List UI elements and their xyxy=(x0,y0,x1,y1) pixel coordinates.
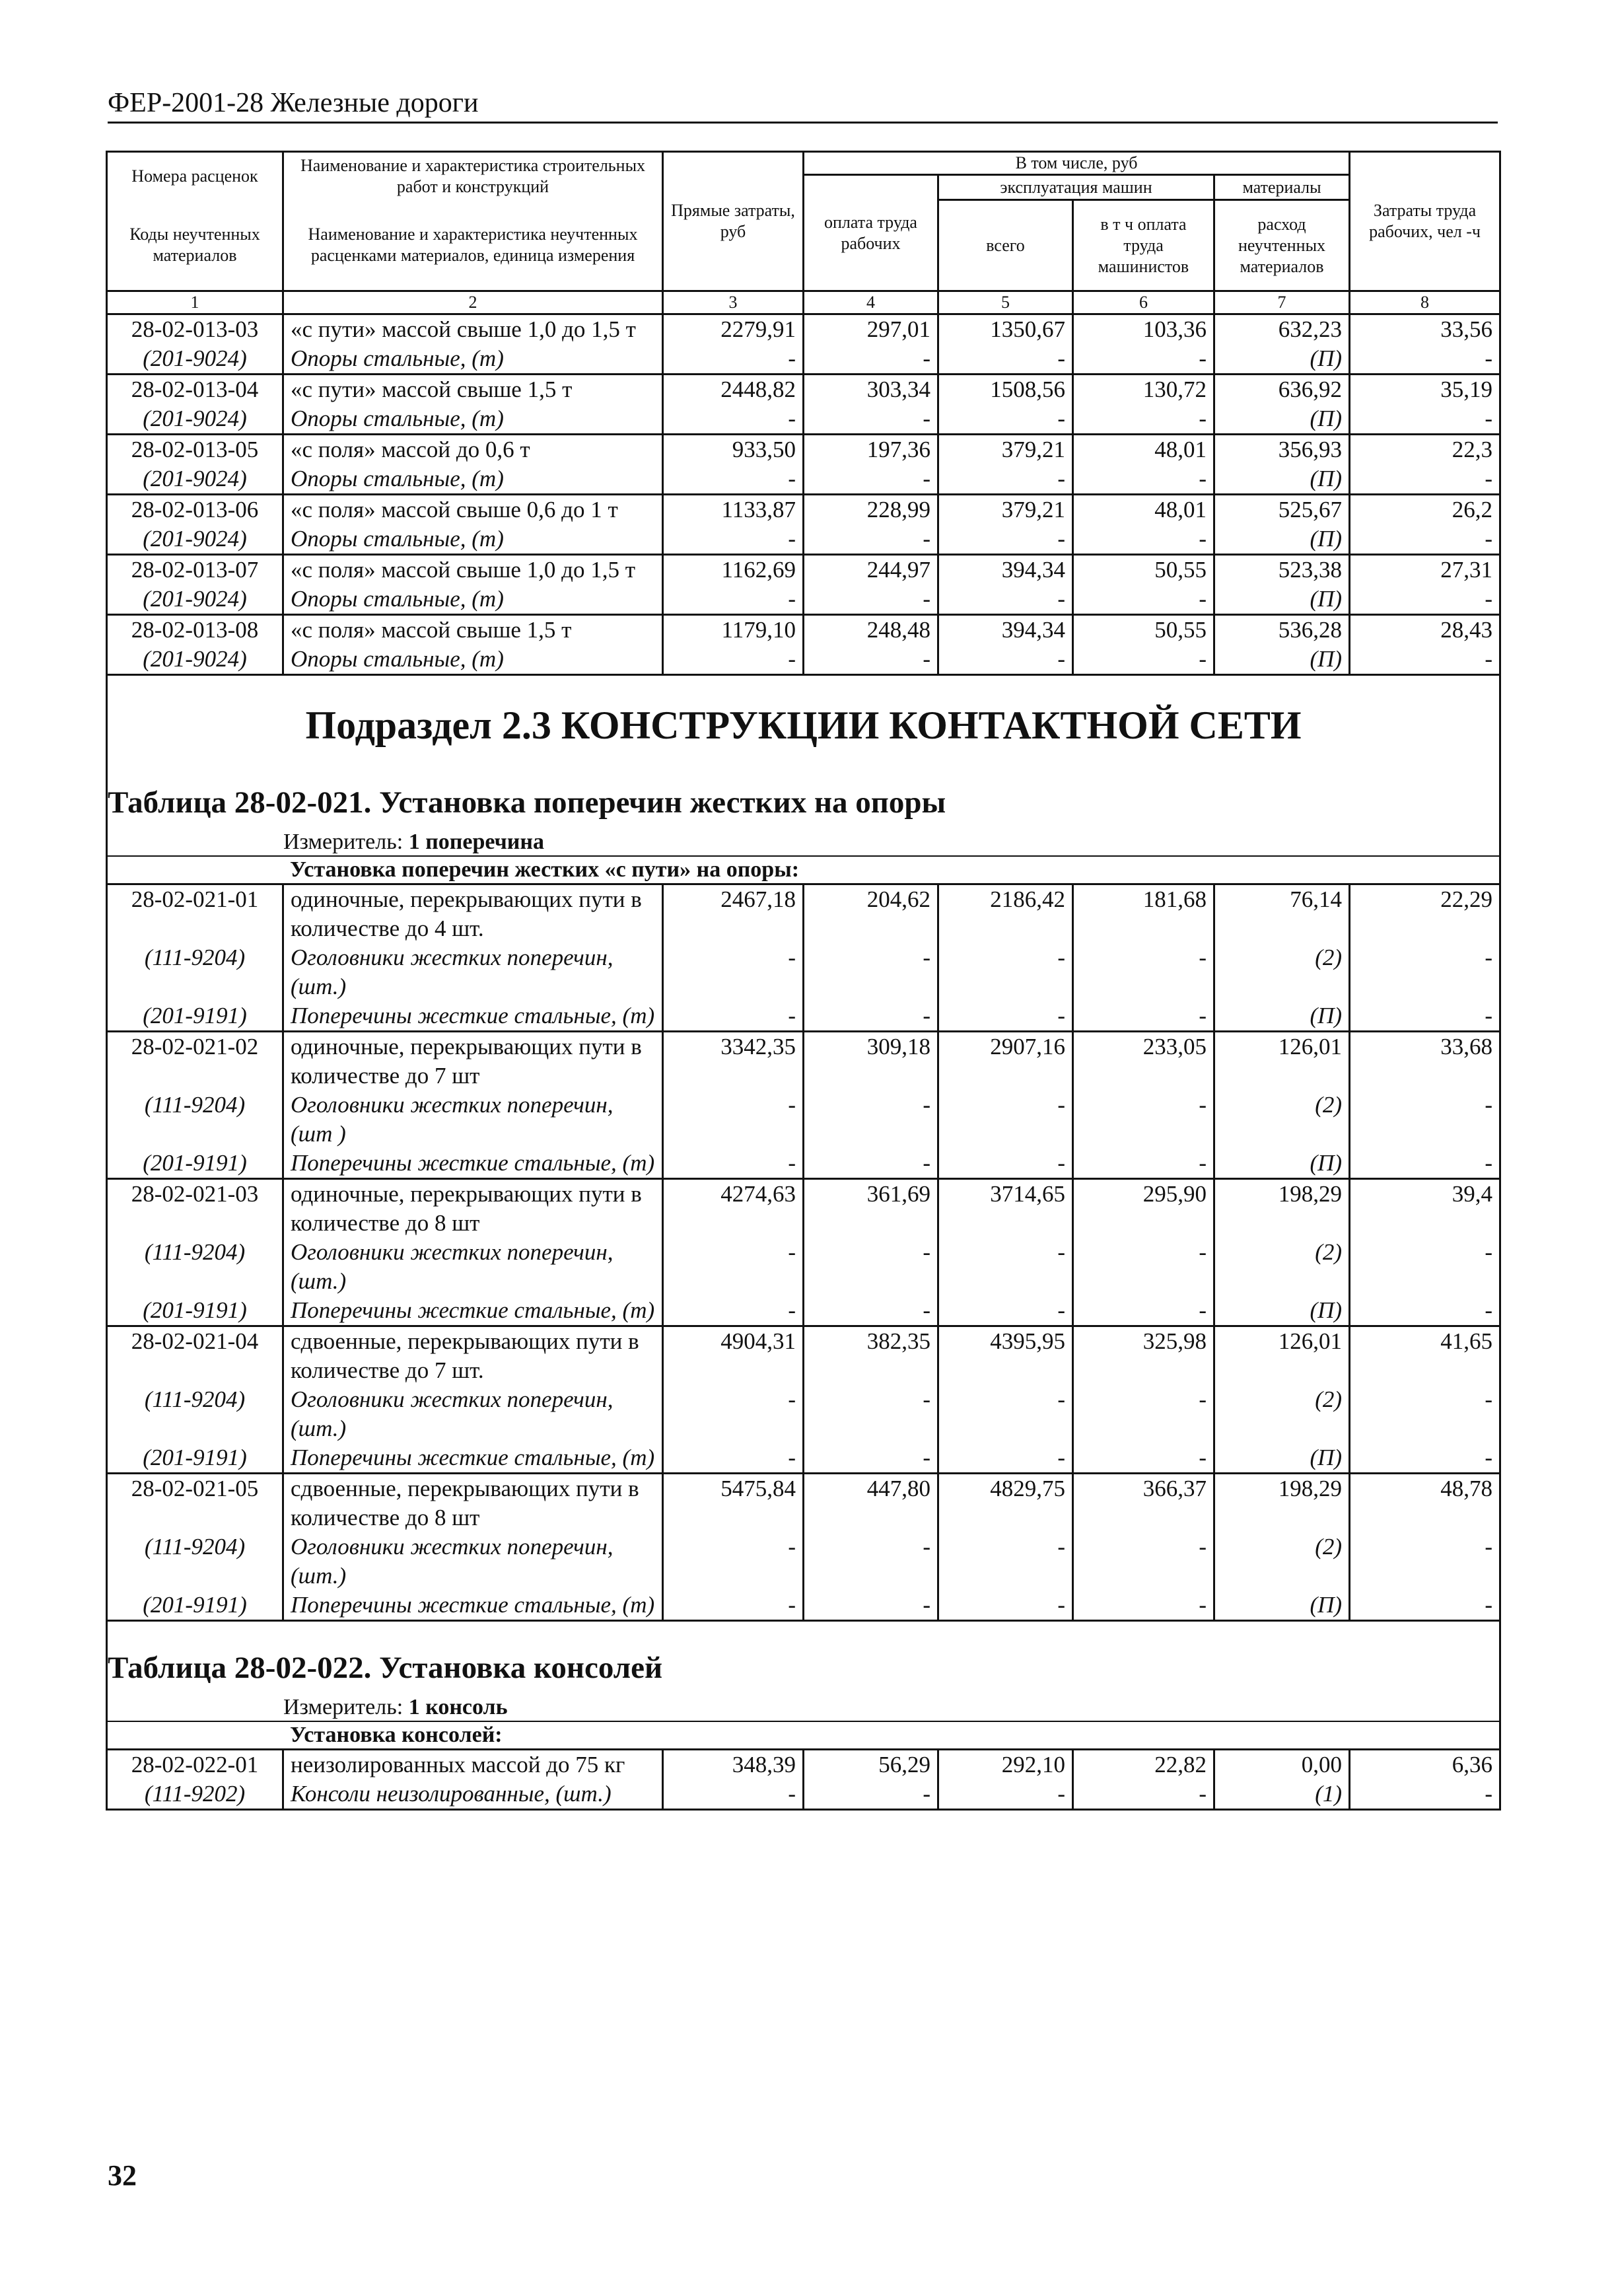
machines-dash: - xyxy=(938,943,1073,1001)
direct-cost: 2448,82 xyxy=(663,375,804,405)
machines-total: 394,34 xyxy=(938,615,1073,645)
rate-row xyxy=(107,495,1500,525)
material-code: (111-9204) xyxy=(107,1238,283,1296)
material-name: Консоли неизолированные, (шт.) xyxy=(283,1779,663,1810)
rate-code: 28-02-021-03 xyxy=(107,1179,283,1238)
material-qty: (2) xyxy=(1214,943,1350,1001)
machines-dash: - xyxy=(938,1238,1073,1296)
labor-pay: 382,35 xyxy=(804,1326,938,1386)
materials-cost: 76,14 xyxy=(1214,884,1350,944)
machines-dash: - xyxy=(938,585,1073,615)
material-name: Поперечины жесткие стальные, (т) xyxy=(283,1001,663,1032)
material-row xyxy=(107,1385,1500,1443)
labor-hours: 28,43 xyxy=(1350,615,1500,645)
col-header-materials: материалы xyxy=(1214,175,1350,200)
labor-pay: 309,18 xyxy=(804,1032,938,1091)
material-name: Оголовники жестких поперечин, (шт.) xyxy=(283,1532,663,1591)
machines-total: 4395,95 xyxy=(938,1326,1073,1386)
rate-code: 28-02-021-02 xyxy=(107,1032,283,1091)
machines-dash: - xyxy=(938,1385,1073,1443)
materials-cost: 536,28 xyxy=(1214,615,1350,645)
col-number: 3 xyxy=(663,291,804,314)
labor-dash: - xyxy=(804,1591,938,1621)
materials-cost: 198,29 xyxy=(1214,1474,1350,1533)
col-header-name-bottom: Наименование и характеристика неучтенных расценками материалов, единица измерения xyxy=(283,200,663,291)
material-row xyxy=(107,1001,1500,1032)
operators-pay: 103,36 xyxy=(1073,314,1214,345)
rate-code: 28-02-013-03 xyxy=(107,314,283,345)
rate-row xyxy=(107,884,1500,944)
labor-dash: - xyxy=(804,1385,938,1443)
subsection xyxy=(107,675,1500,884)
operators-pay: 325,98 xyxy=(1073,1326,1214,1386)
labor-hours: 6,36 xyxy=(1350,1750,1500,1780)
operators-dash: - xyxy=(1073,1238,1214,1296)
operators-pay: 22,82 xyxy=(1073,1750,1214,1780)
labor-pay: 197,36 xyxy=(804,435,938,465)
rate-code: 28-02-021-05 xyxy=(107,1474,283,1533)
material-code: (201-9191) xyxy=(107,1149,283,1179)
machines-total: 379,21 xyxy=(938,435,1073,465)
labor-pay: 248,48 xyxy=(804,615,938,645)
material-row xyxy=(107,1591,1500,1621)
group-title: Установка консолей: xyxy=(290,1723,503,1747)
material-name: Поперечины жесткие стальные, (т) xyxy=(283,1296,663,1326)
material-name: Опоры стальные, (т) xyxy=(283,585,663,615)
material-row xyxy=(107,1149,1500,1179)
rate-name: «с пути» массой свыше 1,0 до 1,5 т xyxy=(283,314,663,345)
hours-dash: - xyxy=(1350,1443,1500,1474)
direct-dash: - xyxy=(663,1238,804,1296)
labor-dash: - xyxy=(804,464,938,495)
material-name: Оголовники жестких поперечин, (шт.) xyxy=(283,943,663,1001)
hours-dash: - xyxy=(1350,585,1500,615)
hours-dash: - xyxy=(1350,1091,1500,1149)
rate-code: 28-02-013-07 xyxy=(107,555,283,585)
direct-dash: - xyxy=(663,404,804,435)
operators-dash: - xyxy=(1073,524,1214,555)
rate-name: одиночные, перекрывающих пути в количестве до 4 шт. xyxy=(283,884,663,944)
rate-row xyxy=(107,1750,1500,1780)
labor-hours: 26,2 xyxy=(1350,495,1500,525)
hours-dash: - xyxy=(1350,1238,1500,1296)
labor-hours: 48,78 xyxy=(1350,1474,1500,1533)
machines-total: 2186,42 xyxy=(938,884,1073,944)
direct-dash: - xyxy=(663,1149,804,1179)
direct-cost: 933,50 xyxy=(663,435,804,465)
material-row xyxy=(107,943,1500,1001)
rate-name: «с поля» массой свыше 1,0 до 1,5 т xyxy=(283,555,663,585)
group-title: Установка поперечин жестких «с пути» на опоры: xyxy=(290,857,800,882)
rate-name: сдвоенные, перекрывающих пути в количестве до 8 шт xyxy=(283,1474,663,1533)
material-qty: (П) xyxy=(1214,524,1350,555)
materials-cost: 126,01 xyxy=(1214,1032,1350,1091)
labor-pay: 297,01 xyxy=(804,314,938,345)
machines-total: 394,34 xyxy=(938,555,1073,585)
machines-dash: - xyxy=(938,404,1073,435)
hours-dash: - xyxy=(1350,1001,1500,1032)
operators-dash: - xyxy=(1073,1001,1214,1032)
rate-row xyxy=(107,1474,1500,1533)
rate-name: «с пути» массой свыше 1,5 т xyxy=(283,375,663,405)
meter-line: Измеритель: 1 поперечина xyxy=(283,830,544,854)
machines-total: 4829,75 xyxy=(938,1474,1073,1533)
material-qty: (П) xyxy=(1214,404,1350,435)
labor-dash: - xyxy=(804,1238,938,1296)
table-title: Таблица 28-02-022. Установка консолей xyxy=(108,1651,663,1685)
operators-dash: - xyxy=(1073,1296,1214,1326)
col-header-codes-bottom: Коды неучтенных материалов xyxy=(107,200,283,291)
machines-dash: - xyxy=(938,344,1073,375)
rate-row xyxy=(107,1179,1500,1238)
labor-dash: - xyxy=(804,1779,938,1810)
material-code: (201-9024) xyxy=(107,404,283,435)
operators-pay: 130,72 xyxy=(1073,375,1214,405)
hours-dash: - xyxy=(1350,645,1500,675)
direct-cost: 2279,91 xyxy=(663,314,804,345)
direct-cost: 3342,35 xyxy=(663,1032,804,1091)
material-row xyxy=(107,1091,1500,1149)
material-name: Опоры стальные, (т) xyxy=(283,464,663,495)
material-name: Поперечины жесткие стальные, (т) xyxy=(283,1149,663,1179)
hours-dash: - xyxy=(1350,524,1500,555)
machines-dash: - xyxy=(938,1091,1073,1149)
hours-dash: - xyxy=(1350,1296,1500,1326)
material-code: (201-9024) xyxy=(107,524,283,555)
col-header-machines-total: всего xyxy=(938,200,1073,291)
direct-dash: - xyxy=(663,1296,804,1326)
material-name: Опоры стальные, (т) xyxy=(283,645,663,675)
rate-code: 28-02-013-04 xyxy=(107,375,283,405)
operators-pay: 50,55 xyxy=(1073,555,1214,585)
direct-cost: 4904,31 xyxy=(663,1326,804,1386)
machines-dash: - xyxy=(938,1779,1073,1810)
operators-dash: - xyxy=(1073,943,1214,1001)
labor-hours: 41,65 xyxy=(1350,1326,1500,1386)
labor-pay: 447,80 xyxy=(804,1474,938,1533)
rate-name: «с поля» массой до 0,6 т xyxy=(283,435,663,465)
materials-cost: 356,93 xyxy=(1214,435,1350,465)
rate-code: 28-02-021-04 xyxy=(107,1326,283,1386)
document-title: ФЕР-2001-28 Железные дороги xyxy=(108,88,479,118)
machines-dash: - xyxy=(938,645,1073,675)
col-number: 1 xyxy=(107,291,283,314)
labor-dash: - xyxy=(804,1091,938,1149)
material-row xyxy=(107,404,1500,435)
labor-dash: - xyxy=(804,404,938,435)
machines-total: 292,10 xyxy=(938,1750,1073,1780)
material-qty: (П) xyxy=(1214,1149,1350,1179)
operators-pay: 48,01 xyxy=(1073,495,1214,525)
hours-dash: - xyxy=(1350,1779,1500,1810)
material-qty: (П) xyxy=(1214,1001,1350,1032)
rate-name: «с поля» массой свыше 1,5 т xyxy=(283,615,663,645)
material-code: (111-9204) xyxy=(107,943,283,1001)
rates-part1 xyxy=(107,314,1500,675)
machines-dash: - xyxy=(938,1532,1073,1591)
hours-dash: - xyxy=(1350,1385,1500,1443)
col-header-name: Наименование и характеристика строительных работ и конструкций xyxy=(283,152,663,200)
labor-dash: - xyxy=(804,1001,938,1032)
hours-dash: - xyxy=(1350,344,1500,375)
labor-pay: 361,69 xyxy=(804,1179,938,1238)
machines-dash: - xyxy=(938,464,1073,495)
labor-dash: - xyxy=(804,1149,938,1179)
labor-dash: - xyxy=(804,1532,938,1591)
material-code: (201-9024) xyxy=(107,585,283,615)
hours-dash: - xyxy=(1350,1591,1500,1621)
material-name: Оголовники жестких поперечин, (шт.) xyxy=(283,1238,663,1296)
operators-pay: 181,68 xyxy=(1073,884,1214,944)
rate-code: 28-02-021-01 xyxy=(107,884,283,944)
rate-row xyxy=(107,435,1500,465)
material-row xyxy=(107,645,1500,675)
material-row xyxy=(107,344,1500,375)
direct-dash: - xyxy=(663,344,804,375)
material-code: (111-9204) xyxy=(107,1385,283,1443)
labor-hours: 33,68 xyxy=(1350,1032,1500,1091)
direct-dash: - xyxy=(663,1091,804,1149)
labor-hours: 22,3 xyxy=(1350,435,1500,465)
material-qty: (П) xyxy=(1214,645,1350,675)
operators-dash: - xyxy=(1073,1591,1214,1621)
rate-code: 28-02-013-08 xyxy=(107,615,283,645)
material-code: (111-9204) xyxy=(107,1532,283,1591)
rates-table xyxy=(106,151,1501,1811)
operators-dash: - xyxy=(1073,1443,1214,1474)
material-name: Оголовники жестких поперечин, (шт.) xyxy=(283,1385,663,1443)
direct-dash: - xyxy=(663,943,804,1001)
table-title: Таблица 28-02-021. Установка поперечин жестких на опоры xyxy=(108,785,946,820)
direct-cost: 1133,87 xyxy=(663,495,804,525)
subsection-title: Подраздел 2.3 КОНСТРУКЦИИ КОНТАКТНОЙ СЕТИ xyxy=(305,703,1302,747)
direct-cost: 348,39 xyxy=(663,1750,804,1780)
machines-dash: - xyxy=(938,1001,1073,1032)
operators-dash: - xyxy=(1073,404,1214,435)
direct-dash: - xyxy=(663,1779,804,1810)
rate-name: одиночные, перекрывающих пути в количестве до 8 шт xyxy=(283,1179,663,1238)
material-row xyxy=(107,1532,1500,1591)
meter-line: Измеритель: 1 консоль xyxy=(283,1695,508,1719)
direct-dash: - xyxy=(663,524,804,555)
rate-row xyxy=(107,615,1500,645)
labor-hours: 27,31 xyxy=(1350,555,1500,585)
material-qty: (2) xyxy=(1214,1091,1350,1149)
material-code: (201-9191) xyxy=(107,1443,283,1474)
labor-dash: - xyxy=(804,585,938,615)
col-header-incl: В том числе, руб xyxy=(804,152,1350,175)
rate-row xyxy=(107,1326,1500,1386)
material-name: Опоры стальные, (т) xyxy=(283,404,663,435)
direct-dash: - xyxy=(663,1001,804,1032)
rate-row xyxy=(107,1032,1500,1091)
material-qty: (П) xyxy=(1214,585,1350,615)
machines-dash: - xyxy=(938,524,1073,555)
material-qty: (2) xyxy=(1214,1532,1350,1591)
col-header-materials-consumption: расход неучтенных материалов xyxy=(1214,200,1350,291)
labor-hours: 22,29 xyxy=(1350,884,1500,944)
col-number: 2 xyxy=(283,291,663,314)
materials-cost: 126,01 xyxy=(1214,1326,1350,1386)
direct-dash: - xyxy=(663,1591,804,1621)
direct-cost: 2467,18 xyxy=(663,884,804,944)
machines-dash: - xyxy=(938,1296,1073,1326)
material-row xyxy=(107,524,1500,555)
direct-dash: - xyxy=(663,1385,804,1443)
material-qty: (П) xyxy=(1214,1443,1350,1474)
col-number: 5 xyxy=(938,291,1073,314)
hours-dash: - xyxy=(1350,1149,1500,1179)
operators-dash: - xyxy=(1073,1779,1214,1810)
material-code: (201-9191) xyxy=(107,1591,283,1621)
operators-pay: 48,01 xyxy=(1073,435,1214,465)
machines-dash: - xyxy=(938,1149,1073,1179)
material-row xyxy=(107,585,1500,615)
operators-dash: - xyxy=(1073,1091,1214,1149)
subsection-2 xyxy=(107,1621,1500,1750)
labor-dash: - xyxy=(804,344,938,375)
labor-pay: 204,62 xyxy=(804,884,938,944)
material-code: (111-9202) xyxy=(107,1779,283,1810)
operators-dash: - xyxy=(1073,1385,1214,1443)
material-name: Опоры стальные, (т) xyxy=(283,344,663,375)
materials-cost: 0,00 xyxy=(1214,1750,1350,1780)
col-number: 7 xyxy=(1214,291,1350,314)
labor-hours: 35,19 xyxy=(1350,375,1500,405)
materials-cost: 632,23 xyxy=(1214,314,1350,345)
material-code: (201-9191) xyxy=(107,1296,283,1326)
material-code: (201-9191) xyxy=(107,1001,283,1032)
operators-dash: - xyxy=(1073,645,1214,675)
operators-dash: - xyxy=(1073,464,1214,495)
labor-pay: 303,34 xyxy=(804,375,938,405)
material-qty: (П) xyxy=(1214,1591,1350,1621)
material-code: (201-9024) xyxy=(107,464,283,495)
hours-dash: - xyxy=(1350,464,1500,495)
rate-name: одиночные, перекрывающих пути в количестве до 7 шт xyxy=(283,1032,663,1091)
material-name: Опоры стальные, (т) xyxy=(283,524,663,555)
material-code: (201-9024) xyxy=(107,645,283,675)
operators-dash: - xyxy=(1073,1532,1214,1591)
col-header-hours: Затраты труда рабочих, чел -ч xyxy=(1350,152,1500,291)
direct-cost: 1179,10 xyxy=(663,615,804,645)
direct-dash: - xyxy=(663,1532,804,1591)
col-number: 6 xyxy=(1073,291,1214,314)
material-qty: (П) xyxy=(1214,464,1350,495)
materials-cost: 636,92 xyxy=(1214,375,1350,405)
material-name: Поперечины жесткие стальные, (т) xyxy=(283,1443,663,1474)
labor-pay: 244,97 xyxy=(804,555,938,585)
material-row xyxy=(107,1238,1500,1296)
material-qty: (2) xyxy=(1214,1238,1350,1296)
rate-code: 28-02-013-06 xyxy=(107,495,283,525)
labor-hours: 39,4 xyxy=(1350,1179,1500,1238)
direct-dash: - xyxy=(663,585,804,615)
material-row xyxy=(107,464,1500,495)
labor-dash: - xyxy=(804,943,938,1001)
col-header-direct: Прямые затраты, руб xyxy=(663,152,804,291)
rates-table2 xyxy=(107,1750,1500,1810)
labor-dash: - xyxy=(804,1296,938,1326)
material-qty: (2) xyxy=(1214,1385,1350,1443)
labor-dash: - xyxy=(804,1443,938,1474)
direct-dash: - xyxy=(663,464,804,495)
rate-code: 28-02-022-01 xyxy=(107,1750,283,1780)
rate-row xyxy=(107,375,1500,405)
labor-dash: - xyxy=(804,645,938,675)
material-qty: (П) xyxy=(1214,344,1350,375)
col-header-codes: Номера расценок xyxy=(107,152,283,200)
machines-total: 3714,65 xyxy=(938,1179,1073,1238)
rate-row xyxy=(107,314,1500,345)
rates-table1 xyxy=(107,884,1500,1621)
operators-pay: 295,90 xyxy=(1073,1179,1214,1238)
operators-dash: - xyxy=(1073,1149,1214,1179)
material-name: Поперечины жесткие стальные, (т) xyxy=(283,1591,663,1621)
col-number: 4 xyxy=(804,291,938,314)
operators-dash: - xyxy=(1073,585,1214,615)
hours-dash: - xyxy=(1350,943,1500,1001)
material-code: (201-9024) xyxy=(107,344,283,375)
material-qty: (П) xyxy=(1214,1296,1350,1326)
direct-cost: 5475,84 xyxy=(663,1474,804,1533)
hours-dash: - xyxy=(1350,404,1500,435)
hours-dash: - xyxy=(1350,1532,1500,1591)
machines-total: 1350,67 xyxy=(938,314,1073,345)
table-header xyxy=(107,152,1500,314)
direct-dash: - xyxy=(663,645,804,675)
rate-code: 28-02-013-05 xyxy=(107,435,283,465)
page-number: 32 xyxy=(108,2159,137,2192)
labor-hours: 33,56 xyxy=(1350,314,1500,345)
machines-dash: - xyxy=(938,1443,1073,1474)
labor-dash: - xyxy=(804,524,938,555)
direct-cost: 1162,69 xyxy=(663,555,804,585)
labor-pay: 56,29 xyxy=(804,1750,938,1780)
rate-name: неизолированных массой до 75 кг xyxy=(283,1750,663,1780)
machines-total: 379,21 xyxy=(938,495,1073,525)
col-header-labor-pay: оплата труда рабочих xyxy=(804,175,938,291)
materials-cost: 525,67 xyxy=(1214,495,1350,525)
page-header xyxy=(108,85,1498,124)
labor-pay: 228,99 xyxy=(804,495,938,525)
col-number: 8 xyxy=(1350,291,1500,314)
machines-dash: - xyxy=(938,1591,1073,1621)
machines-total: 1508,56 xyxy=(938,375,1073,405)
direct-cost: 4274,63 xyxy=(663,1179,804,1238)
material-qty: (1) xyxy=(1214,1779,1350,1810)
material-row xyxy=(107,1779,1500,1810)
machines-total: 2907,16 xyxy=(938,1032,1073,1091)
rate-name: «с поля» массой свыше 0,6 до 1 т xyxy=(283,495,663,525)
materials-cost: 523,38 xyxy=(1214,555,1350,585)
operators-dash: - xyxy=(1073,344,1214,375)
operators-pay: 233,05 xyxy=(1073,1032,1214,1091)
direct-dash: - xyxy=(663,1443,804,1474)
col-header-machines: эксплуатация машин xyxy=(938,175,1214,200)
rate-row xyxy=(107,555,1500,585)
material-code: (111-9204) xyxy=(107,1091,283,1149)
materials-cost: 198,29 xyxy=(1214,1179,1350,1238)
material-name: Оголовники жестких поперечин, (шт ) xyxy=(283,1091,663,1149)
col-header-operators: в т ч оплата труда машинистов xyxy=(1073,200,1214,291)
operators-pay: 50,55 xyxy=(1073,615,1214,645)
material-row xyxy=(107,1443,1500,1474)
operators-pay: 366,37 xyxy=(1073,1474,1214,1533)
rate-name: сдвоенные, перекрывающих пути в количестве до 7 шт. xyxy=(283,1326,663,1386)
material-row xyxy=(107,1296,1500,1326)
